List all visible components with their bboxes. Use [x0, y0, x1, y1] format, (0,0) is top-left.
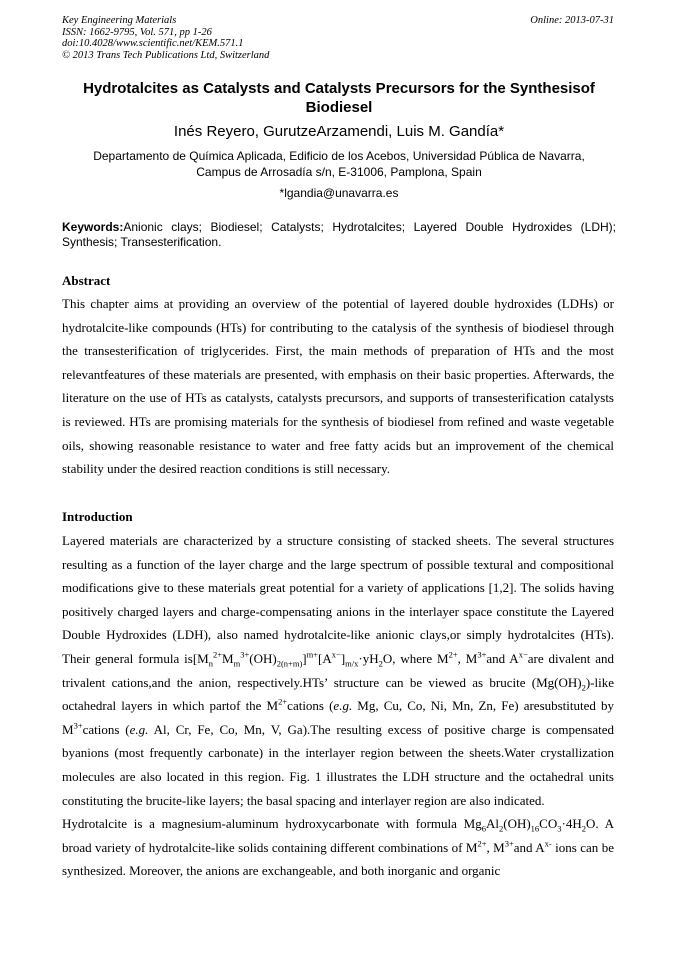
issn-line: ISSN: 1662-9795, Vol. 571, pp 1-26 — [62, 26, 212, 38]
abstract-paragraph: This chapter aims at providing an overview of the potential of layered double hydroxides (LDHs) or hydrotalcite-like compounds (HTs) for contributing to the catalysis of the synthesis of biodiesel through the transesterification of triglycerides. First, the main methods of preparation of HTs and the most relevantfeatures of these materials are presented, with emphasis on their basic properties. Afterwards, the literature on the use of HTs as catalysts, catalysts precursors, and supports of transesterification catalysts is reviewed. HTs are promising materials for the synthesis of biodiesel from refined and waste vegetable oils, showing reasonable resistance to water and free fatty acids but an improvement of the chemical stability under the desired reaction conditions is still necessary. — [62, 296, 614, 477]
affiliation-line-2: Campus de Arrosadía s/n, E-31006, Pamplona, Spain — [196, 165, 482, 180]
keywords-label: Keywords: — [62, 220, 124, 234]
affiliation — [62, 148, 616, 180]
doi-line: doi:10.4028/www.scientific.net/KEM.571.1 — [62, 38, 244, 50]
online-date: Online: 2013-07-31 — [530, 15, 614, 26]
corresponding-email: *lgandia@unavarra.es — [279, 186, 399, 200]
paper-title: Hydrotalcites as Catalysts and Catalysts Precursors for the Synthesisof Biodiesel — [83, 80, 595, 116]
journal-name: Key Engineering Materials — [62, 15, 177, 26]
introduction-body — [62, 529, 614, 883]
affiliation-line-1: Departamento de Química Aplicada, Edificio de los Acebos, Universidad Pública de Navarra, — [93, 149, 585, 163]
intro-paragraph-2: Hydrotalcite is a magnesium-aluminum hydroxycarbonate with formula $Mg_6Al_2(OH)_{16}CO_3\cdot 4H_2O$. A broad variety of hydrotalcite-like solids containing different combinations of $M^{2+}$, $M^{3+}and$ $A^{x-}$ ions can be synthesized. Moreover, the anions are exchangeable, and both inorganic and organic — [62, 816, 614, 879]
authors: Inés Reyero, GurutzeArzamendi, Luis M. Gandía* — [173, 123, 505, 140]
abstract-heading: Abstract — [62, 273, 111, 288]
introduction-heading: Introduction — [62, 509, 133, 524]
copyright-line: © 2013 Trans Tech Publications Ltd, Switzerland — [62, 49, 270, 61]
keywords-text: Anionic clays; Biodiesel; Catalysts; Hydrotalcites; Layered Double Hydroxides (LDH); Synthesis; Transesterification. — [62, 220, 616, 249]
journal-header — [62, 15, 269, 61]
keywords — [62, 220, 616, 249]
intro-paragraph-1: Layered materials are characterized by a structure consisting of stacked sheets. The several structures resulting as a function of the layer charge and the large spectrum of possible textural and compositional modifications give to these materials great potential for a variety of applications [1,2]. The solids having positively charged layers and charge-compensating anions in the interlayer space constitute the Layered Double Hydroxides (LDH), also named hydrotalcite-like anionic clays,or simply hydrotalcites (HTs). Their general formula $is[M_n^{2+}M_m^{3+}(OH)_{2(n+m)}]^{m+}[A^{x-}]_{m/x}\cdot yH_2O$, where $M^{2+}$, $M^{3+}and$ $A^{x-}are$ divalent and trivalent cations,and the anion, respectively.HTs’ structure can be viewed as brucite $(Mg(OH)_2)$-like octahedral layers in which partof the $M^{2+}cations$ (e.g. Mg, Cu, Co, Ni, Mn, Zn, Fe) aresubstituted by $M^{3+}cations$ (e.g. Al, Cr, Fe, Co, Mn, V, Ga).The resulting excess of positive charge is compensated byanions (most frequently carbonate) in the interlayer region between the sheets.Water crystallization molecules are also located in this region. Fig. 1 illustrates the LDH structure and the octahedral units constituting the brucite-like layers; the basal spacing and interlayer region are also indicated. — [62, 533, 614, 808]
abstract-body — [62, 292, 614, 481]
